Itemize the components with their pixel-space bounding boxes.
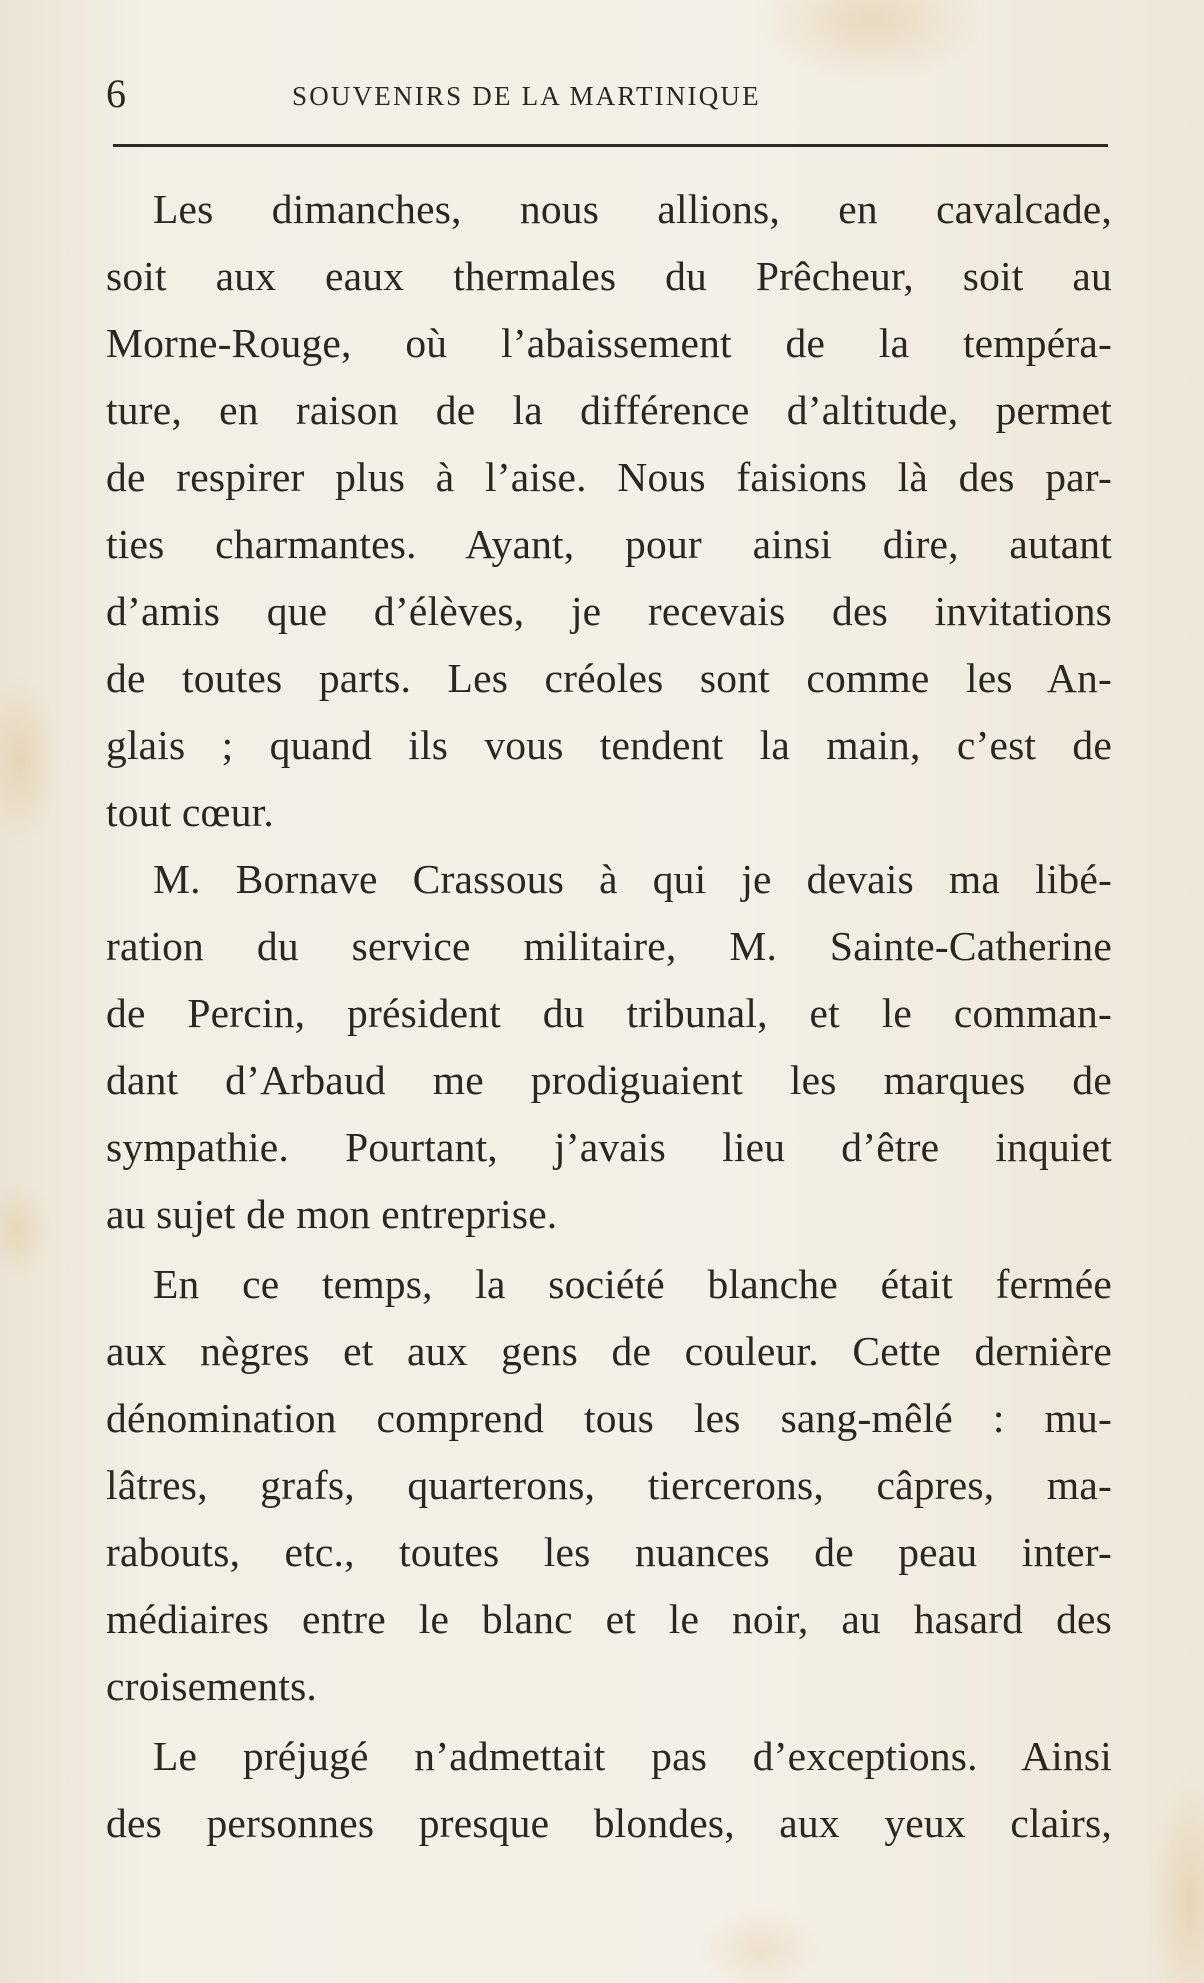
text-line: ration du service militaire, M. Sainte-Catherine: [106, 923, 1112, 969]
text-line: médiaires entre le blanc et le noir, au hasard des: [106, 1596, 1112, 1642]
body-text: [106, 176, 1112, 1857]
running-head: [106, 64, 1106, 124]
text-line: glais ; quand ils vous tendent la main, c’est de: [106, 722, 1112, 768]
text-line: M. Bornave Crassous à qui je devais ma libé-: [153, 856, 1112, 902]
text-line: au sujet de mon entreprise.: [106, 1191, 558, 1237]
text-line: tout cœur.: [106, 789, 274, 835]
text-line: d’amis que d’élèves, je recevais des invitations: [106, 588, 1112, 634]
text-line: de Percin, président du tribunal, et le comman-: [106, 990, 1112, 1036]
text-line: de toutes parts. Les créoles sont comme les An-: [106, 655, 1112, 701]
text-line: En ce temps, la société blanche était fermée: [153, 1261, 1112, 1307]
text-line: ture, en raison de la différence d’altitude, permet: [106, 387, 1112, 433]
text-line: aux nègres et aux gens de couleur. Cette dernière: [106, 1328, 1112, 1374]
text-line: de respirer plus à l’aise. Nous faisions là des par-: [106, 454, 1112, 500]
text-line: des personnes presque blondes, aux yeux clairs,: [106, 1800, 1112, 1846]
text-line: soit aux eaux thermales du Prêcheur, soit au: [106, 253, 1112, 299]
paragraph: [106, 1723, 1112, 1857]
paragraph: [106, 176, 1112, 846]
running-title: SOUVENIRS DE LA MARTINIQUE: [292, 81, 761, 111]
page-number: 6: [106, 71, 126, 116]
text-line: rabouts, etc., toutes les nuances de peau inter-: [106, 1529, 1112, 1575]
text-line: Morne-Rouge, où l’abaissement de la tempéra-: [106, 320, 1112, 366]
header-rule: [113, 144, 1108, 147]
text-line: croisements.: [106, 1663, 317, 1709]
text-line: Le préjugé n’admettait pas d’exceptions. Ainsi: [153, 1733, 1112, 1779]
text-line: lâtres, grafs, quarterons, tiercerons, câpres, ma-: [106, 1462, 1112, 1508]
text-line: ties charmantes. Ayant, pour ainsi dire, autant: [106, 521, 1112, 567]
text-line: sympathie. Pourtant, j’avais lieu d’être inquiet: [106, 1124, 1112, 1170]
text-line: dénomination comprend tous les sang-mêlé : mu-: [106, 1395, 1112, 1441]
text-line: dant d’Arbaud me prodiguaient les marques de: [106, 1057, 1112, 1103]
paragraph: [106, 846, 1112, 1248]
paragraph: [106, 1251, 1112, 1720]
text-line: Les dimanches, nous allions, en cavalcade,: [153, 186, 1112, 232]
